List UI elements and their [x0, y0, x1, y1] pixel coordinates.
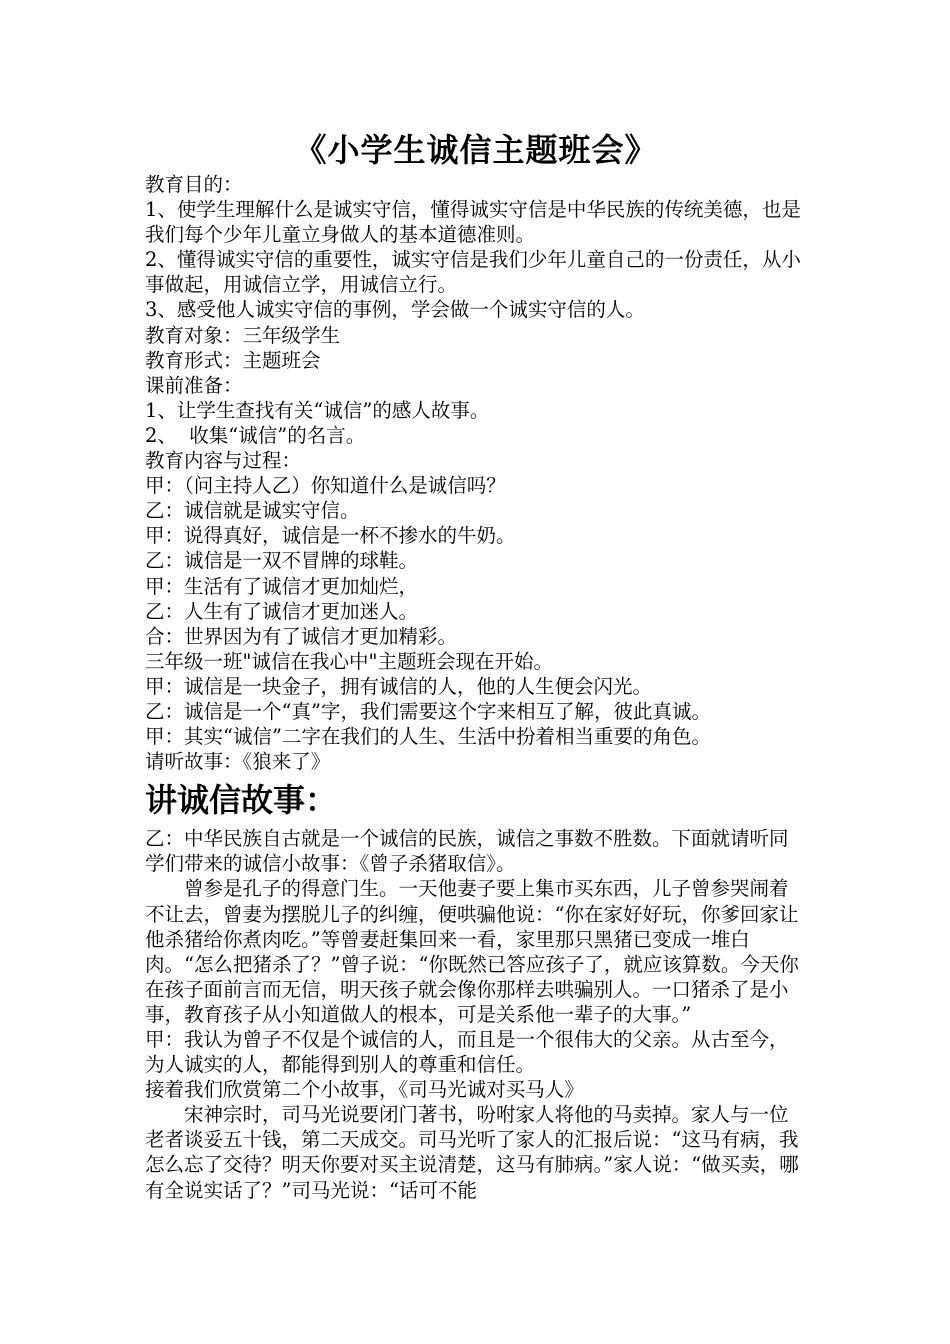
text-line: 教育内容与过程： — [145, 449, 302, 473]
story-section — [145, 826, 807, 1202]
text-line: 三年级一班"诚信在我心中"主题班会现在开始。 — [145, 649, 553, 673]
text-line: 甲：（问主持人乙）你知道什么是诚信吗？ — [145, 474, 506, 498]
text-line: 乙：人生有了诚信才更加迷人。 — [145, 599, 419, 623]
text-line: 2、懂得诚实守信的重要性，诚实守信是我们少年儿童自己的一份责任，从小事做起，用诚信立学，用诚信立行。 — [145, 248, 801, 297]
text-line: 请听故事：《狼来了》 — [145, 750, 331, 774]
text-line: 乙：诚信是一双不冒牌的球鞋。 — [145, 549, 419, 573]
story-paragraph: 接着我们欣赏第二个小故事，《司马光诚对买马人》 — [145, 1078, 584, 1102]
story-paragraph: 曾参是孔子的得意门生。一天他妻子要上集市买东西，儿子曾参哭闹着不让去，曾妻为摆脱儿子的纠缠，便哄骗他说：“你在家好好玩，你爹回家让他杀猪给你煮肉吃。”等曾妻赶集回来一看，家里那只黑猪已变成一堆白肉。“怎么把猪杀了？”曾子说：“你既然已答应孩子了，就应该算数。今天你在孩子面前言而无信，明天孩子就会像你那样去哄骗别人。一口猪杀了是小事，教育孩子从小知道做人的根本，可是关系他一辈子的大事。” — [145, 877, 799, 1026]
text-line: 3、感受他人诚实守信的事例，学会做一个诚实守信的人。 — [145, 298, 645, 322]
intro-section — [145, 172, 807, 774]
document-title: 《小学生诚信主题班会》 — [294, 131, 658, 169]
text-line: 教育目的： — [145, 173, 243, 196]
text-line: 甲：其实“诚信”二字在我们的人生、生活中扮着相当重要的角色。 — [145, 725, 711, 749]
story-paragraph: 乙：中华民族自古就是一个诚信的民族，诚信之事数不胜数。下面就请听同学们带来的诚信小故事：《曾子杀猪取信》。 — [145, 827, 789, 876]
text-line: 乙：诚信就是诚实守信。 — [145, 499, 360, 523]
text-line: 教育对象：三年级学生 — [145, 323, 341, 347]
text-line: 1、使学生理解什么是诚实守信，懂得诚实守信是中华民族的传统美德，也是我们每个少年儿童立身做人的基本道德准则。 — [145, 198, 801, 247]
document-page — [145, 128, 807, 1203]
text-line: 甲：生活有了诚信才更加灿烂， — [145, 574, 419, 598]
text-line: 甲：诚信是一块金子，拥有诚信的人，他的人生便会闪光。 — [145, 674, 653, 698]
text-line: 课前准备： — [145, 373, 243, 397]
story-paragraph: 甲：我认为曾子不仅是个诚信的人，而且是一个很伟大的父亲。从古至今，为人诚实的人，都能得到别人的尊重和信任。 — [145, 1028, 789, 1077]
section-heading: 讲诚信故事： — [145, 781, 338, 820]
story-paragraph: 宋神宗时，司马光说要闭门著书，吩咐家人将他的马卖掉。家人与一位老者谈妥五十钱，第二天成交。司马光听了家人的汇报后说：“这马有病，我怎么忘了交待？明天你要对买主说清楚，这马有肺病。”家人说：“做买卖，哪有全说实话了？”司马光说：“话可不能 — [145, 1103, 799, 1202]
text-line: 2、 收集“诚信”的名言。 — [145, 423, 366, 447]
text-line: 教育形式：主题班会 — [145, 348, 321, 372]
text-line: 甲：说得真好，诚信是一杯不掺水的牛奶。 — [145, 524, 516, 548]
text-line: 合：世界因为有了诚信才更加精彩。 — [145, 624, 458, 648]
text-line: 1、让学生查找有关“诚信”的感人故事。 — [145, 398, 490, 422]
text-line: 乙：诚信是一个“真”字，我们需要这个字来相互了解，彼此真诚。 — [145, 699, 711, 723]
